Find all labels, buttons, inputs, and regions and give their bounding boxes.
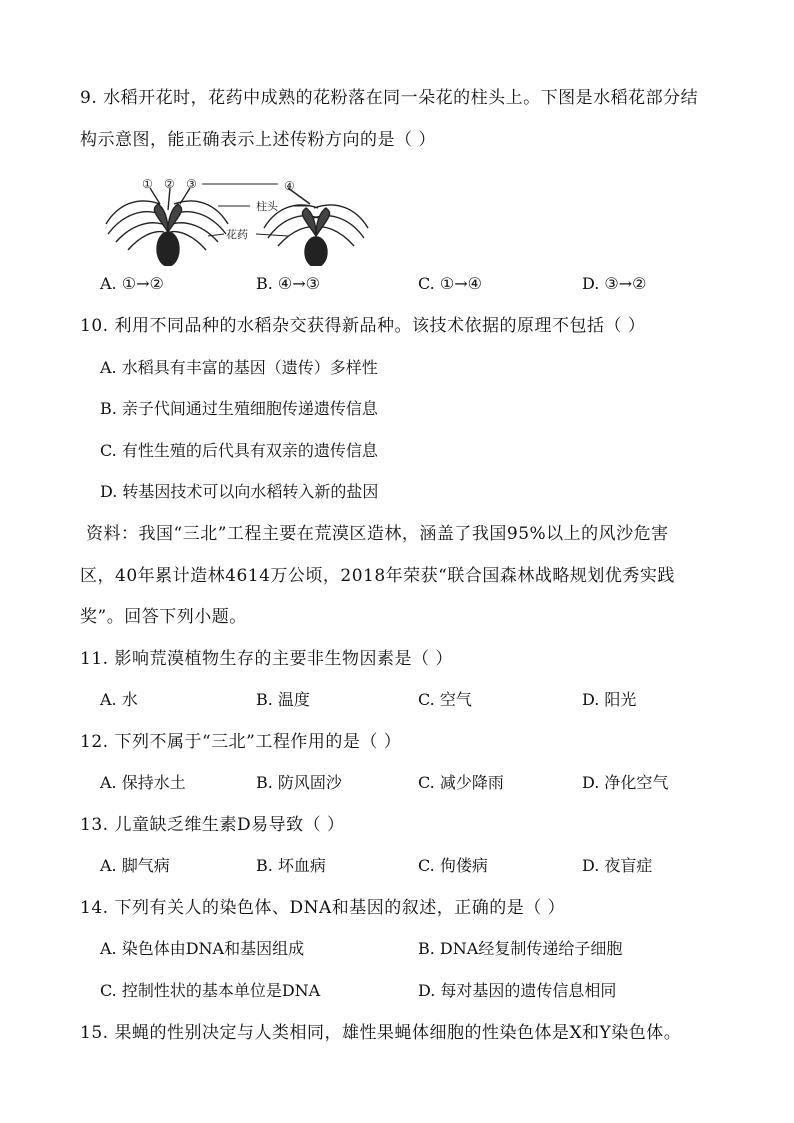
q9-option-c[interactable]: C. ①→④	[418, 274, 482, 293]
q12-stem: 12. 下列不属于“三北”工程作用的是（ ）	[80, 732, 402, 752]
q11-stem: 11. 影响荒漠植物生存的主要非生物因素是（ ）	[80, 649, 453, 669]
material-line3: 奖”。回答下列小题。	[80, 607, 247, 627]
q11-option-b[interactable]: B. 温度	[256, 690, 310, 709]
q10-stem: 10. 利用不同品种的水稻杂交获得新品种。该技术依据的原理不包括（ ）	[80, 316, 646, 336]
q11-option-d[interactable]: D. 阳光	[582, 690, 637, 709]
label-anther: 花药	[226, 228, 248, 241]
label-3: ③	[186, 177, 197, 191]
rice-flower-diagram	[98, 174, 394, 266]
q12-option-a[interactable]: A. 保持水土	[100, 773, 186, 792]
q13-option-a[interactable]: A. 脚气病	[100, 856, 170, 875]
q9-stem-line1: 9. 水稻开花时，花药中成熟的花粉落在同一朵花的柱头上。下图是水稻花部分结	[80, 88, 699, 108]
q13-option-c[interactable]: C. 佝偻病	[418, 856, 488, 875]
q14-option-c[interactable]: C. 控制性状的基本单位是DNA	[100, 981, 321, 1000]
q13-option-b[interactable]: B. 坏血病	[256, 856, 326, 875]
rice-flower-svg	[98, 174, 394, 266]
q14-option-d[interactable]: D. 每对基因的遗传信息相同	[418, 981, 617, 1000]
q11-option-c[interactable]: C. 空气	[418, 690, 472, 709]
q13-option-d[interactable]: D. 夜盲症	[582, 856, 653, 875]
q10-option-b[interactable]: B. 亲子代间通过生殖细胞传递遗传信息	[100, 399, 378, 418]
q9-option-d[interactable]: D. ③→②	[582, 274, 647, 293]
label-4: ④	[284, 179, 295, 193]
material-line2: 区，40年累计造林4614万公顷，2018年荣获“联合国森林战略规划优秀实践	[80, 566, 675, 586]
q15-stem: 15. 果蝇的性别决定与人类相同，雄性果蝇体细胞的性染色体是X和Y染色体。	[80, 1023, 682, 1043]
q14-option-a[interactable]: A. 染色体由DNA和基因组成	[100, 939, 305, 958]
right-flower	[264, 188, 368, 266]
q14-stem: 14. 下列有关人的染色体、DNA和基因的叙述，正确的是（ ）	[80, 898, 566, 918]
q10-option-a[interactable]: A. 水稻具有丰富的基因（遗传）多样性	[100, 358, 378, 377]
q13-stem: 13. 儿童缺乏维生素D易导致（ ）	[80, 815, 345, 835]
q11-option-a[interactable]: A. 水	[100, 690, 138, 709]
q12-option-c[interactable]: C. 减少降雨	[418, 773, 504, 792]
q9-option-b[interactable]: B. ④→③	[256, 274, 321, 293]
q10-option-c[interactable]: C. 有性生殖的后代具有双亲的遗传信息	[100, 441, 378, 460]
q12-option-b[interactable]: B. 防风固沙	[256, 773, 342, 792]
left-flower	[106, 188, 228, 266]
q9-stem-line2: 构示意图，能正确表示上述传粉方向的是（ ）	[80, 130, 436, 150]
q12-option-d[interactable]: D. 净化空气	[582, 773, 669, 792]
label-stigma: 柱头	[256, 200, 278, 213]
label-1: ①	[142, 177, 153, 191]
q10-option-d[interactable]: D. 转基因技术可以向水稻转入新的盐因	[100, 482, 379, 501]
label-2: ②	[164, 177, 175, 191]
material-line1: 资料：我国“三北”工程主要在荒漠区造林，涵盖了我国95%以上的风沙危害	[86, 524, 669, 544]
q9-option-a[interactable]: A. ①→②	[100, 274, 164, 293]
q14-option-b[interactable]: B. DNA经复制传递给子细胞	[418, 939, 623, 958]
